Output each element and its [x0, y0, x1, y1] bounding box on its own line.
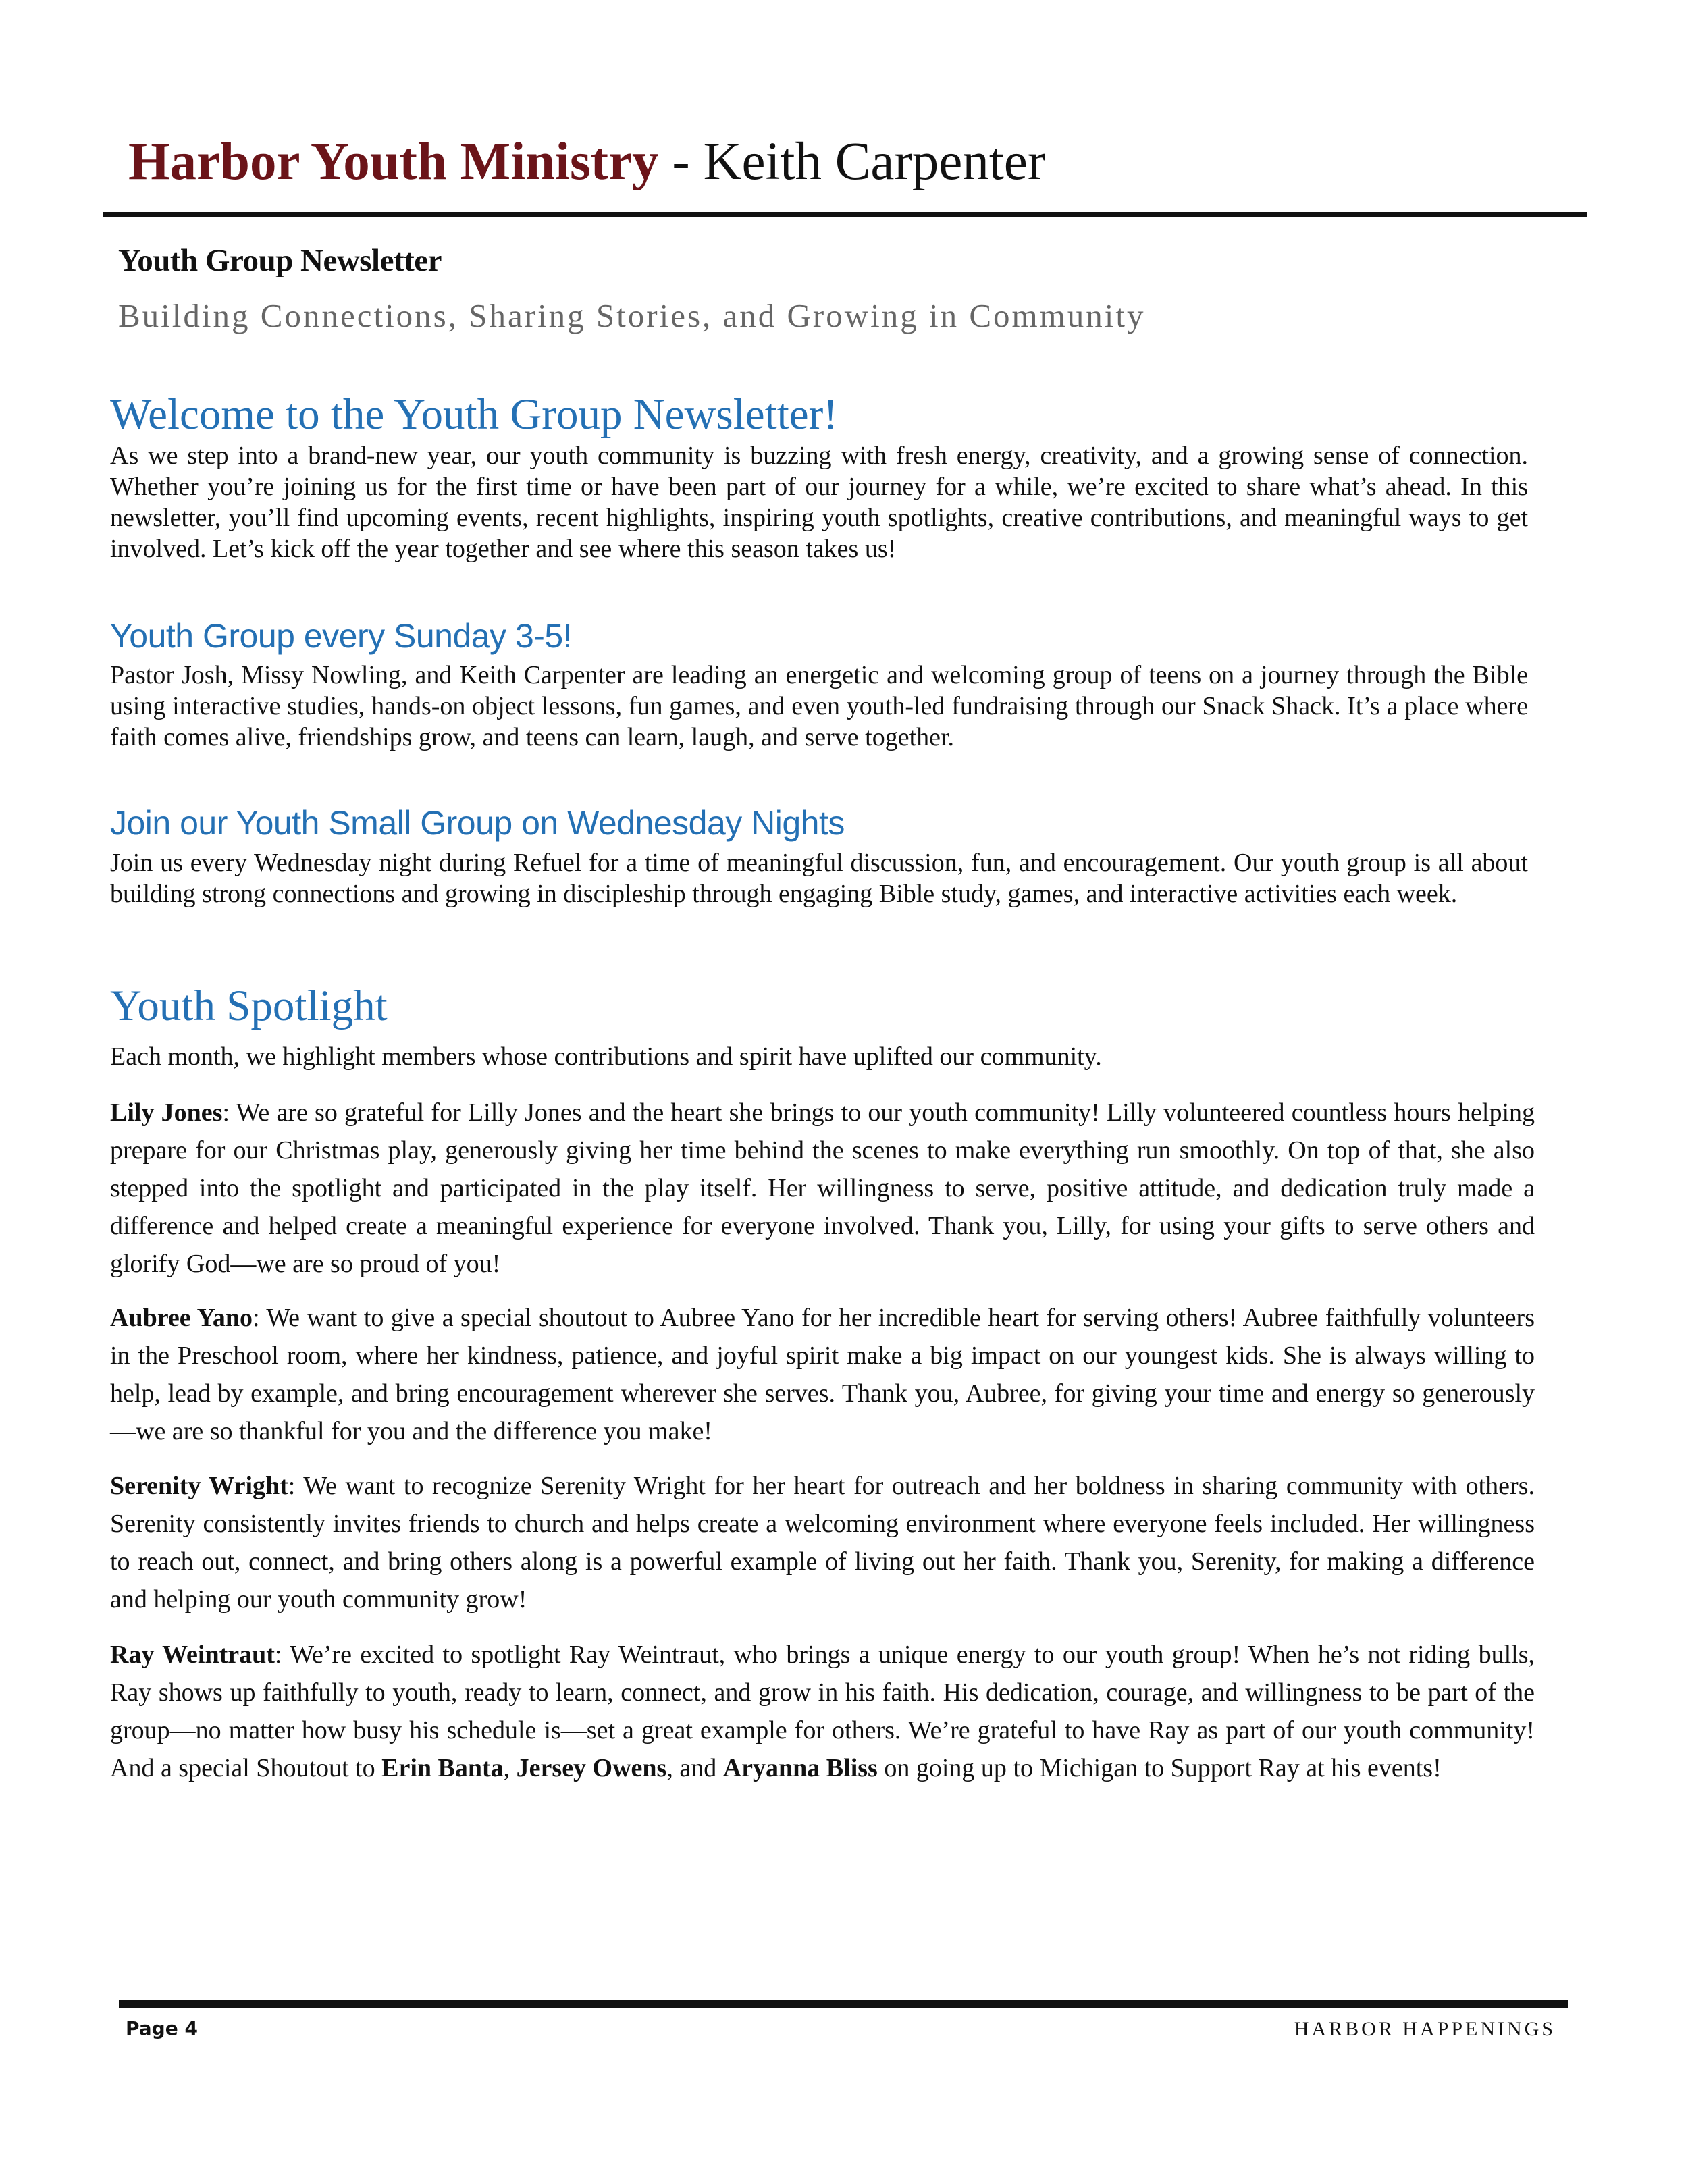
shoutout-closing: on going up to Michigan to Support Ray at his events! — [877, 1754, 1442, 1782]
member-name: Lily Jones — [110, 1098, 223, 1127]
author-name: Keith Carpenter — [703, 132, 1046, 191]
shoutout-separator: , — [503, 1754, 517, 1782]
shoutout-name-jersey: Jersey Owens — [516, 1754, 667, 1782]
welcome-heading: Welcome to the Youth Group Newsletter! — [110, 390, 838, 439]
page-header — [128, 128, 1045, 196]
spotlight-member-aubree — [110, 1299, 1535, 1450]
page-number: Page 4 — [126, 2017, 198, 2040]
newsletter-tagline: Building Connections, Sharing Stories, and Growing in Community — [118, 297, 1146, 334]
spotlight-intro: Each month, we highlight members whose contributions and spirit have uplifted our community. — [110, 1042, 1102, 1071]
wednesday-body: Join us every Wednesday night during Refuel for a time of meaningful discussion, fun, and encouragement. Our youth group is all about building strong connections and growing in discipleship through engaging Bible study, games, and interactive activities each week. — [110, 849, 1528, 908]
newsletter-title: Youth Group Newsletter — [118, 243, 442, 278]
footer-divider — [119, 2000, 1568, 2008]
member-text: : We want to give a special shoutout to Aubree Yano for her incredible heart for serving others! Aubree faithfully volunteers in the Preschool room, where her kindness, patience, and joyful spirit make a big impact on our youngest kids. She is always willing to help, lead by example, and bring encouragement wherever she serves. Thank you, Aubree, for giving your time and energy so generously—we are so thankful for you and the difference you make! — [110, 1304, 1535, 1445]
sunday-body: Pastor Josh, Missy Nowling, and Keith Carpenter are leading an energetic and welcoming group of teens on a journey through the Bible using interactive studies, hands-on object lessons, fun games, and even youth-led fundraising through our Snack Shack. It’s a place where faith comes alive, friendships grow, and teens can learn, laugh, and serve together. — [110, 661, 1528, 751]
member-name: Serenity Wright — [110, 1472, 288, 1500]
shoutout-name-aryanna: Aryanna Bliss — [722, 1754, 878, 1782]
spotlight-member-lily — [110, 1094, 1535, 1283]
wednesday-heading: Join our Youth Small Group on Wednesday Nights — [110, 804, 845, 842]
member-name: Ray Weintraut — [110, 1641, 275, 1669]
sunday-heading: Youth Group every Sunday 3-5! — [110, 617, 573, 655]
welcome-body: As we step into a brand-new year, our youth community is buzzing with fresh energy, creativity, and a growing sense of connection. Whether you’re joining us for the first time or have been part of our journey for a while, we’re excited to share what’s ahead. In this newsletter, you’ll find upcoming events, recent highlights, inspiring youth spotlights, creative contributions, and meaningful ways to get involved. Let’s kick off the year together and see where this season takes us! — [110, 442, 1528, 563]
header-separator: - — [658, 132, 704, 191]
member-text: : We’re excited to spotlight Ray Weintraut, who brings a unique energy to our youth group! When he’s not riding bulls, Ray shows up faithfully to youth, ready to learn, connect, and grow in his faith. His dedication, courage, and willingness to be part of the group—no matter how busy his schedule is—set a great example for others. We’re grateful to have Ray as part of our youth community! And a special Shoutout to — [110, 1641, 1535, 1782]
spotlight-member-serenity — [110, 1467, 1535, 1618]
header-divider — [103, 212, 1587, 217]
ministry-name: Harbor Youth Ministry — [128, 132, 659, 191]
footer-title: HARBOR HAPPENINGS — [1294, 2018, 1556, 2040]
member-text: : We are so grateful for Lilly Jones and the heart she brings to our youth community! Lilly volunteered countless hours helping prepare for our Christmas play, generously giving her time behind the scenes to make everything run smoothly. On top of that, she also stepped into the spotlight and participated in the play itself. Her willingness to serve, positive attitude, and dedication truly made a difference and helped create a meaningful experience for everyone involved. Thank you, Lilly, for using your gifts to serve others and glorify God—we are so proud of you! — [110, 1098, 1535, 1278]
shoutout-name-erin: Erin Banta — [381, 1754, 504, 1782]
member-name: Aubree Yano — [110, 1304, 253, 1332]
spotlight-member-ray — [110, 1636, 1535, 1787]
spotlight-heading: Youth Spotlight — [110, 982, 388, 1030]
member-text: : We want to recognize Serenity Wright for her heart for outreach and her boldness in sharing community with others. Serenity consistently invites friends to church and helps create a welcoming environment where everyone feels included. Her willingness to reach out, connect, and bring others along is a powerful example of living out her faith. Thank you, Serenity, for making a difference and helping our youth community grow! — [110, 1472, 1535, 1614]
shoutout-separator: , and — [666, 1754, 723, 1782]
